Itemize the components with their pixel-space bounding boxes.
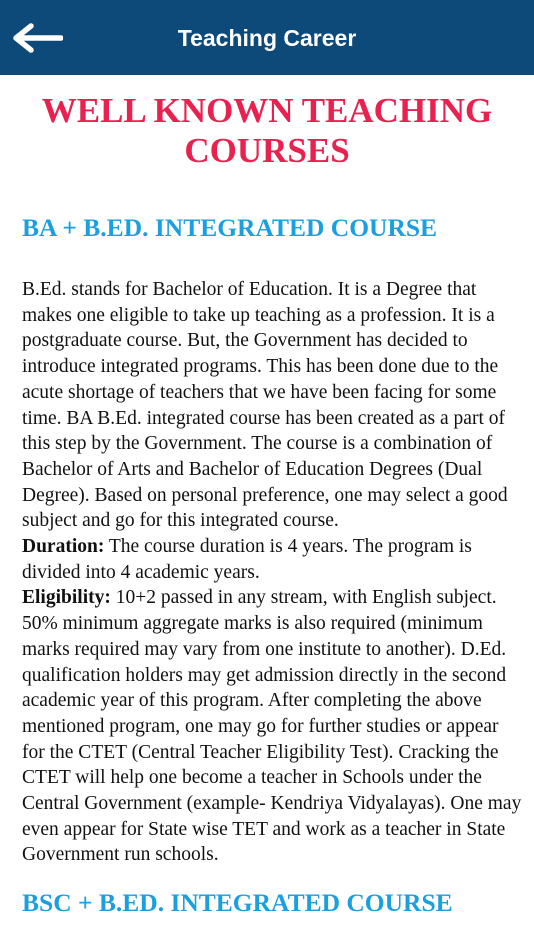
eligibility-paragraph [22, 585, 524, 868]
app-header [0, 0, 534, 75]
eligibility-text: 10+2 passed in any stream, with English subject. 50% minimum aggregate marks is also required (minimum marks required may vary from one institute to another). D.Ed. qualification holders may get admission directly in the second academic year of this program. After completing the above mentioned program, one may go for further studies or appear for the CTET (Central Teacher Eligibility Test). Cracking the CTET will help one become a teacher in Schools under the Central Government (example- Kendriya Vidyalayas). One may even appear for State wise TET and work as a teacher in State Government run schools. [22, 587, 522, 866]
duration-label: Duration: [22, 536, 105, 558]
page-title: WELL KNOWN TEACHING COURSES [41, 91, 493, 170]
article-body [22, 277, 524, 868]
duration-paragraph [22, 534, 524, 585]
eligibility-label: Eligibility: [22, 587, 111, 609]
next-section-title: BSC + B.ED. INTEGRATED COURSE [22, 888, 453, 918]
duration-text: The course duration is 4 years. The program is divided into 4 academic years. [22, 536, 472, 583]
intro-paragraph: B.Ed. stands for Bachelor of Education. It is a Degree that makes one eligible to take up teaching as a profession. It is a postgraduate course. But, the Government has decided to introduce integrated programs. This has been done due to the acute shortage of teachers that we have been facing for some time. BA B.Ed. integrated course has been created as a part of this step by the Government. The course is a combination of Bachelor of Arts and Bachelor of Education Degrees (Dual Degree). Based on personal preference, one may select a good subject and go for this integrated course. [22, 279, 508, 532]
section-title: BA + B.ED. INTEGRATED COURSE [22, 213, 438, 242]
article-content[interactable] [0, 75, 534, 950]
header-title: Teaching Career [177, 25, 357, 51]
